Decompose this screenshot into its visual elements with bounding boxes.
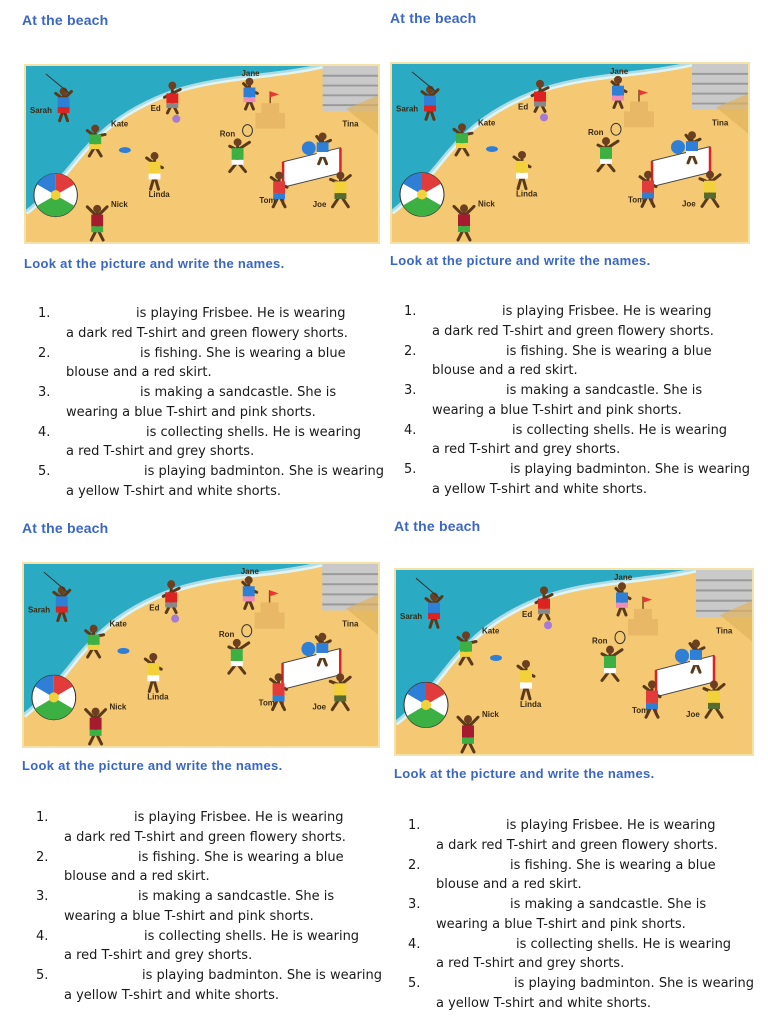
scene-name-ed: Ed <box>522 609 533 620</box>
item-sentence-line2: wearing a blue T-shirt and pink shorts. <box>436 916 686 932</box>
exercise-item <box>36 848 381 888</box>
scene-name-nick: Nick <box>109 702 127 712</box>
item-sentence-line2: blouse and a red skirt. <box>64 869 210 884</box>
scene-name-ron: Ron <box>592 636 608 646</box>
beach-illustration <box>24 64 380 244</box>
exercise-list <box>408 816 758 1014</box>
scene-name-kate: Kate <box>478 118 496 128</box>
exercise-item <box>38 383 383 423</box>
item-sentence-line1: is making a sandcastle. She is <box>140 385 337 400</box>
item-sentence-line1: is playing badminton. She is wearing <box>142 968 382 983</box>
scene-name-sarah: Sarah <box>27 605 51 615</box>
exercise-item <box>404 302 754 342</box>
scene-name-joe: Joe <box>312 702 327 712</box>
exercise-item <box>404 460 754 500</box>
item-sentence-line1: is collecting shells. He is wearing <box>512 422 728 438</box>
exercise-item <box>408 895 758 935</box>
scene-name-ron: Ron <box>218 629 235 639</box>
item-number: 1. <box>38 306 51 321</box>
item-sentence-line2: wearing a blue T-shirt and pink shorts. <box>64 908 314 924</box>
item-sentence-line2: a yellow T-shirt and white shorts. <box>66 483 281 499</box>
item-sentence-line1: is collecting shells. He is wearing <box>516 936 732 952</box>
item-sentence-line2: a dark red T-shirt and green flowery shorts. <box>64 829 346 845</box>
scene-name-tom: Tom <box>258 698 275 708</box>
worksheet-instruction: Look at the picture and write the names. <box>24 256 285 271</box>
item-sentence-line1: is playing Frisbee. He is wearing <box>506 818 716 833</box>
scene-name-tina: Tina <box>716 626 733 636</box>
scene-name-ed: Ed <box>149 603 160 613</box>
beach-illustration <box>22 562 380 748</box>
exercise-item <box>36 927 381 967</box>
item-number: 4. <box>404 422 417 438</box>
scene-name-ed: Ed <box>150 104 161 113</box>
scene-name-ron: Ron <box>219 129 236 139</box>
exercise-item <box>38 423 383 463</box>
item-number: 1. <box>404 304 417 319</box>
item-sentence-line1: is playing Frisbee. He is wearing <box>134 810 344 825</box>
exercise-item <box>408 974 758 1014</box>
item-number: 2. <box>38 345 51 361</box>
scene-name-jane: Jane <box>240 567 259 577</box>
item-number: 3. <box>36 889 49 904</box>
item-sentence-line2: a dark red T-shirt and green flowery shorts. <box>66 325 348 341</box>
item-sentence-line2: a yellow T-shirt and white shorts. <box>64 987 279 1003</box>
worksheet-copy-2 <box>384 0 768 512</box>
item-sentence-line1: is collecting shells. He is wearing <box>146 424 362 440</box>
scene-name-joe: Joe <box>682 199 696 209</box>
exercise-item <box>36 808 381 848</box>
item-number: 2. <box>408 857 421 873</box>
scene-name-nick: Nick <box>482 710 499 720</box>
item-number: 1. <box>408 818 421 833</box>
item-sentence-line1: is playing badminton. She is wearing <box>144 464 384 479</box>
exercise-item <box>36 966 381 1006</box>
worksheet-title: At the beach <box>22 12 109 28</box>
exercise-item <box>408 856 758 896</box>
item-sentence-line1: is fishing. She is wearing a blue <box>140 345 346 361</box>
scene-name-sarah: Sarah <box>400 611 423 622</box>
item-sentence-line1: is making a sandcastle. She is <box>138 889 335 904</box>
scene-name-ed: Ed <box>518 102 529 112</box>
item-sentence-line1: is fishing. She is wearing a blue <box>510 857 716 873</box>
scene-name-kate: Kate <box>109 619 127 629</box>
item-number: 1. <box>36 810 49 825</box>
worksheet-title: At the beach <box>394 518 481 534</box>
item-number: 5. <box>38 464 51 479</box>
item-number: 4. <box>408 936 421 952</box>
item-sentence-line2: blouse and a red skirt. <box>432 363 578 378</box>
scene-name-linda: Linda <box>520 699 542 709</box>
scene-name-linda: Linda <box>516 189 538 199</box>
item-sentence-line2: a dark red T-shirt and green flowery shorts. <box>436 837 718 853</box>
scene-name-kate: Kate <box>482 626 500 636</box>
scene-name-tom: Tom <box>632 706 649 716</box>
item-sentence-line1: is fishing. She is wearing a blue <box>138 849 344 865</box>
scene-name-nick: Nick <box>478 199 495 209</box>
exercise-item <box>408 816 758 856</box>
exercise-item <box>36 887 381 927</box>
item-sentence-line2: blouse and a red skirt. <box>66 365 212 380</box>
scene-name-linda: Linda <box>148 190 170 200</box>
worksheet-copy-3 <box>0 508 384 1020</box>
item-sentence-line2: a red T-shirt and grey shorts. <box>66 444 255 459</box>
item-sentence-line2: blouse and a red skirt. <box>436 877 582 892</box>
item-number: 5. <box>404 462 417 477</box>
item-number: 2. <box>36 849 49 865</box>
item-sentence-line2: a dark red T-shirt and green flowery shorts. <box>432 323 714 339</box>
scene-name-ron: Ron <box>588 128 604 138</box>
item-sentence-line1: is collecting shells. He is wearing <box>144 928 360 944</box>
item-sentence-line2: a red T-shirt and grey shorts. <box>432 442 621 457</box>
scene-name-linda: Linda <box>147 692 169 702</box>
beach-illustration <box>390 62 750 244</box>
beach-illustration <box>394 568 754 756</box>
item-sentence-line1: is playing Frisbee. He is wearing <box>136 306 346 321</box>
scene-name-sarah: Sarah <box>29 105 52 115</box>
worksheet-copy-1 <box>0 0 384 512</box>
scene-name-tina: Tina <box>342 119 359 129</box>
exercise-list <box>404 302 754 500</box>
item-number: 2. <box>404 343 417 359</box>
exercise-item <box>404 342 754 382</box>
worksheet-instruction: Look at the picture and write the names. <box>394 766 655 781</box>
item-sentence-line1: is playing badminton. She is wearing <box>510 462 750 477</box>
item-number: 3. <box>404 383 417 398</box>
scene-name-jane: Jane <box>614 573 633 583</box>
item-sentence-line1: is fishing. She is wearing a blue <box>506 343 712 359</box>
item-number: 3. <box>408 897 421 912</box>
item-sentence-line2: wearing a blue T-shirt and pink shorts. <box>66 404 316 420</box>
exercise-item <box>38 462 383 502</box>
exercise-item <box>404 381 754 421</box>
exercise-item <box>408 935 758 975</box>
worksheet-instruction: Look at the picture and write the names. <box>22 758 283 773</box>
item-sentence-line2: a red T-shirt and grey shorts. <box>436 956 625 971</box>
scene-name-jane: Jane <box>241 68 260 78</box>
item-number: 4. <box>38 424 51 440</box>
scene-name-joe: Joe <box>686 710 700 720</box>
exercise-list <box>36 808 381 1006</box>
exercise-item <box>38 304 383 344</box>
item-sentence-line2: a yellow T-shirt and white shorts. <box>436 995 651 1011</box>
item-number: 5. <box>36 968 49 983</box>
scene-name-jane: Jane <box>610 66 629 76</box>
scene-name-kate: Kate <box>111 119 129 129</box>
exercise-item <box>404 421 754 461</box>
item-sentence-line1: is playing Frisbee. He is wearing <box>502 304 712 319</box>
item-sentence-line1: is making a sandcastle. She is <box>510 897 707 912</box>
item-sentence-line2: a red T-shirt and grey shorts. <box>64 948 253 963</box>
item-sentence-line1: is making a sandcastle. She is <box>506 383 703 398</box>
worksheet-instruction: Look at the picture and write the names. <box>390 253 651 268</box>
worksheet-title: At the beach <box>390 10 477 26</box>
scene-name-nick: Nick <box>111 199 128 209</box>
item-sentence-line2: a yellow T-shirt and white shorts. <box>432 481 647 497</box>
scene-name-sarah: Sarah <box>396 104 419 114</box>
worksheet-copy-4 <box>384 512 768 1024</box>
item-number: 3. <box>38 385 51 400</box>
scene-name-joe: Joe <box>312 199 327 209</box>
item-sentence-line2: wearing a blue T-shirt and pink shorts. <box>432 402 682 418</box>
worksheet-title: At the beach <box>22 520 109 536</box>
scene-name-tom: Tom <box>259 195 276 205</box>
scene-name-tina: Tina <box>342 619 359 629</box>
scene-name-tom: Tom <box>628 195 645 205</box>
exercise-list <box>38 304 383 502</box>
item-number: 4. <box>36 928 49 944</box>
scene-name-tina: Tina <box>712 118 729 128</box>
item-sentence-line1: is playing badminton. She is wearing <box>514 976 754 991</box>
exercise-item <box>38 344 383 384</box>
item-number: 5. <box>408 976 421 991</box>
